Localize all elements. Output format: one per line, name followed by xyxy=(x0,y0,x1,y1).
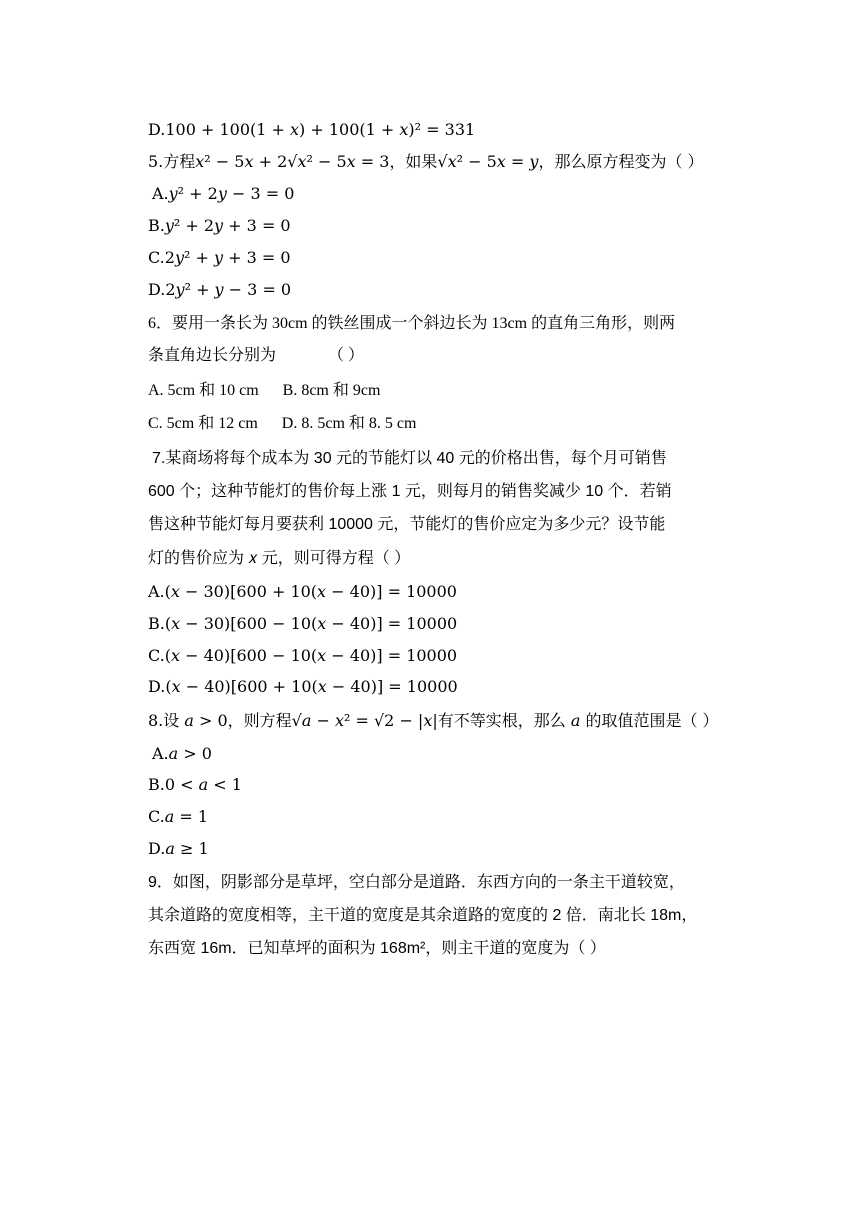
q7-stem-line3: 售这种节能灯每月要获利 10000 元，节能灯的售价应定为多少元？设节能 xyxy=(148,516,666,533)
q6-stem-text: 条直角边长分别为 xyxy=(148,347,277,364)
q5-stem: 5.方程𝑥² − 5𝑥 + 2√𝑥² − 5𝑥 = 3，如果√𝑥² − 5𝑥 = 𝑦，那么原方程变为（ ） xyxy=(148,152,704,171)
q6-option-b: B. 8cm 和 9cm xyxy=(282,382,381,399)
q5-option-a: A.𝑦² + 2𝑦 − 3 = 0 xyxy=(152,184,295,203)
q8-option-d: D.𝑎 ≥ 1 xyxy=(148,839,209,858)
q6-options-row2 xyxy=(148,411,416,437)
q7-stem-line2: 600 个；这种节能灯的售价每上涨 1 元，则每月的销售奖减少 10 个．若销 xyxy=(148,483,672,500)
q9-stem-line3: 东西宽 16m．已知草坪的面积为 168m²，则主干道的宽度为（ ） xyxy=(148,940,606,957)
q7-option-d: D.(𝑥 − 40)[600 + 10(𝑥 − 40)] = 10000 xyxy=(148,677,458,696)
q8-option-c: C.𝑎 = 1 xyxy=(148,807,209,826)
q6-option-a: A. 5cm 和 10 cm xyxy=(148,382,259,399)
q5-option-b: B.𝑦² + 2𝑦 + 3 = 0 xyxy=(148,216,291,235)
q5-option-d: D.2𝑦² + 𝑦 − 3 = 0 xyxy=(148,280,292,299)
q7-stem-line4: 灯的售价应为 𝑥 元，则可得方程（ ） xyxy=(148,550,411,567)
q5-option-c: C.2𝑦² + 𝑦 + 3 = 0 xyxy=(148,248,291,267)
q6-stem-line2 xyxy=(148,343,364,369)
q6-stem-line1: 6．要用一条长为 30cm 的铁丝围成一个斜边长为 13cm 的直角三角形，则两 xyxy=(148,315,676,332)
q4-option-d: D.100 + 100(1 + 𝑥) + 100(1 + 𝑥)² = 331 xyxy=(148,120,476,139)
q7-option-b: B.(𝑥 − 30)[600 − 10(𝑥 − 40)] = 10000 xyxy=(148,614,458,633)
q9-stem-line2: 其余道路的宽度相等，主干道的宽度是其余道路的宽度的 2 倍．南北长 18m， xyxy=(148,907,698,924)
q6-option-d: D. 8. 5cm 和 8. 5 cm xyxy=(281,415,417,432)
q8-option-b: B.0 < 𝑎 < 1 xyxy=(148,775,242,794)
q8-option-a: A.𝑎 > 0 xyxy=(152,744,212,763)
q8-stem: 8.设 𝑎 > 0，则方程√𝑎 − 𝑥² = √2 − |𝑥|有不等实根，那么 𝑎 的取值范围是（ ） xyxy=(148,711,719,730)
q7-option-a: A.(𝑥 − 30)[600 + 10(𝑥 − 40)] = 10000 xyxy=(148,582,457,601)
q7-option-c: C.(𝑥 − 40)[600 − 10(𝑥 − 40)] = 10000 xyxy=(148,646,458,665)
q6-option-c: C. 5cm 和 12 cm xyxy=(148,415,258,432)
q6-options-row1 xyxy=(148,378,380,404)
q7-stem-line1: 7.某商场将每个成本为 30 元的节能灯以 40 元的价格出售，每个月可销售 xyxy=(152,450,667,467)
q6-answer-paren: （ ） xyxy=(328,347,365,364)
q9-stem-line1: 9．如图，阴影部分是草坪，空白部分是道路．东西方向的一条主干道较宽， xyxy=(148,874,685,891)
